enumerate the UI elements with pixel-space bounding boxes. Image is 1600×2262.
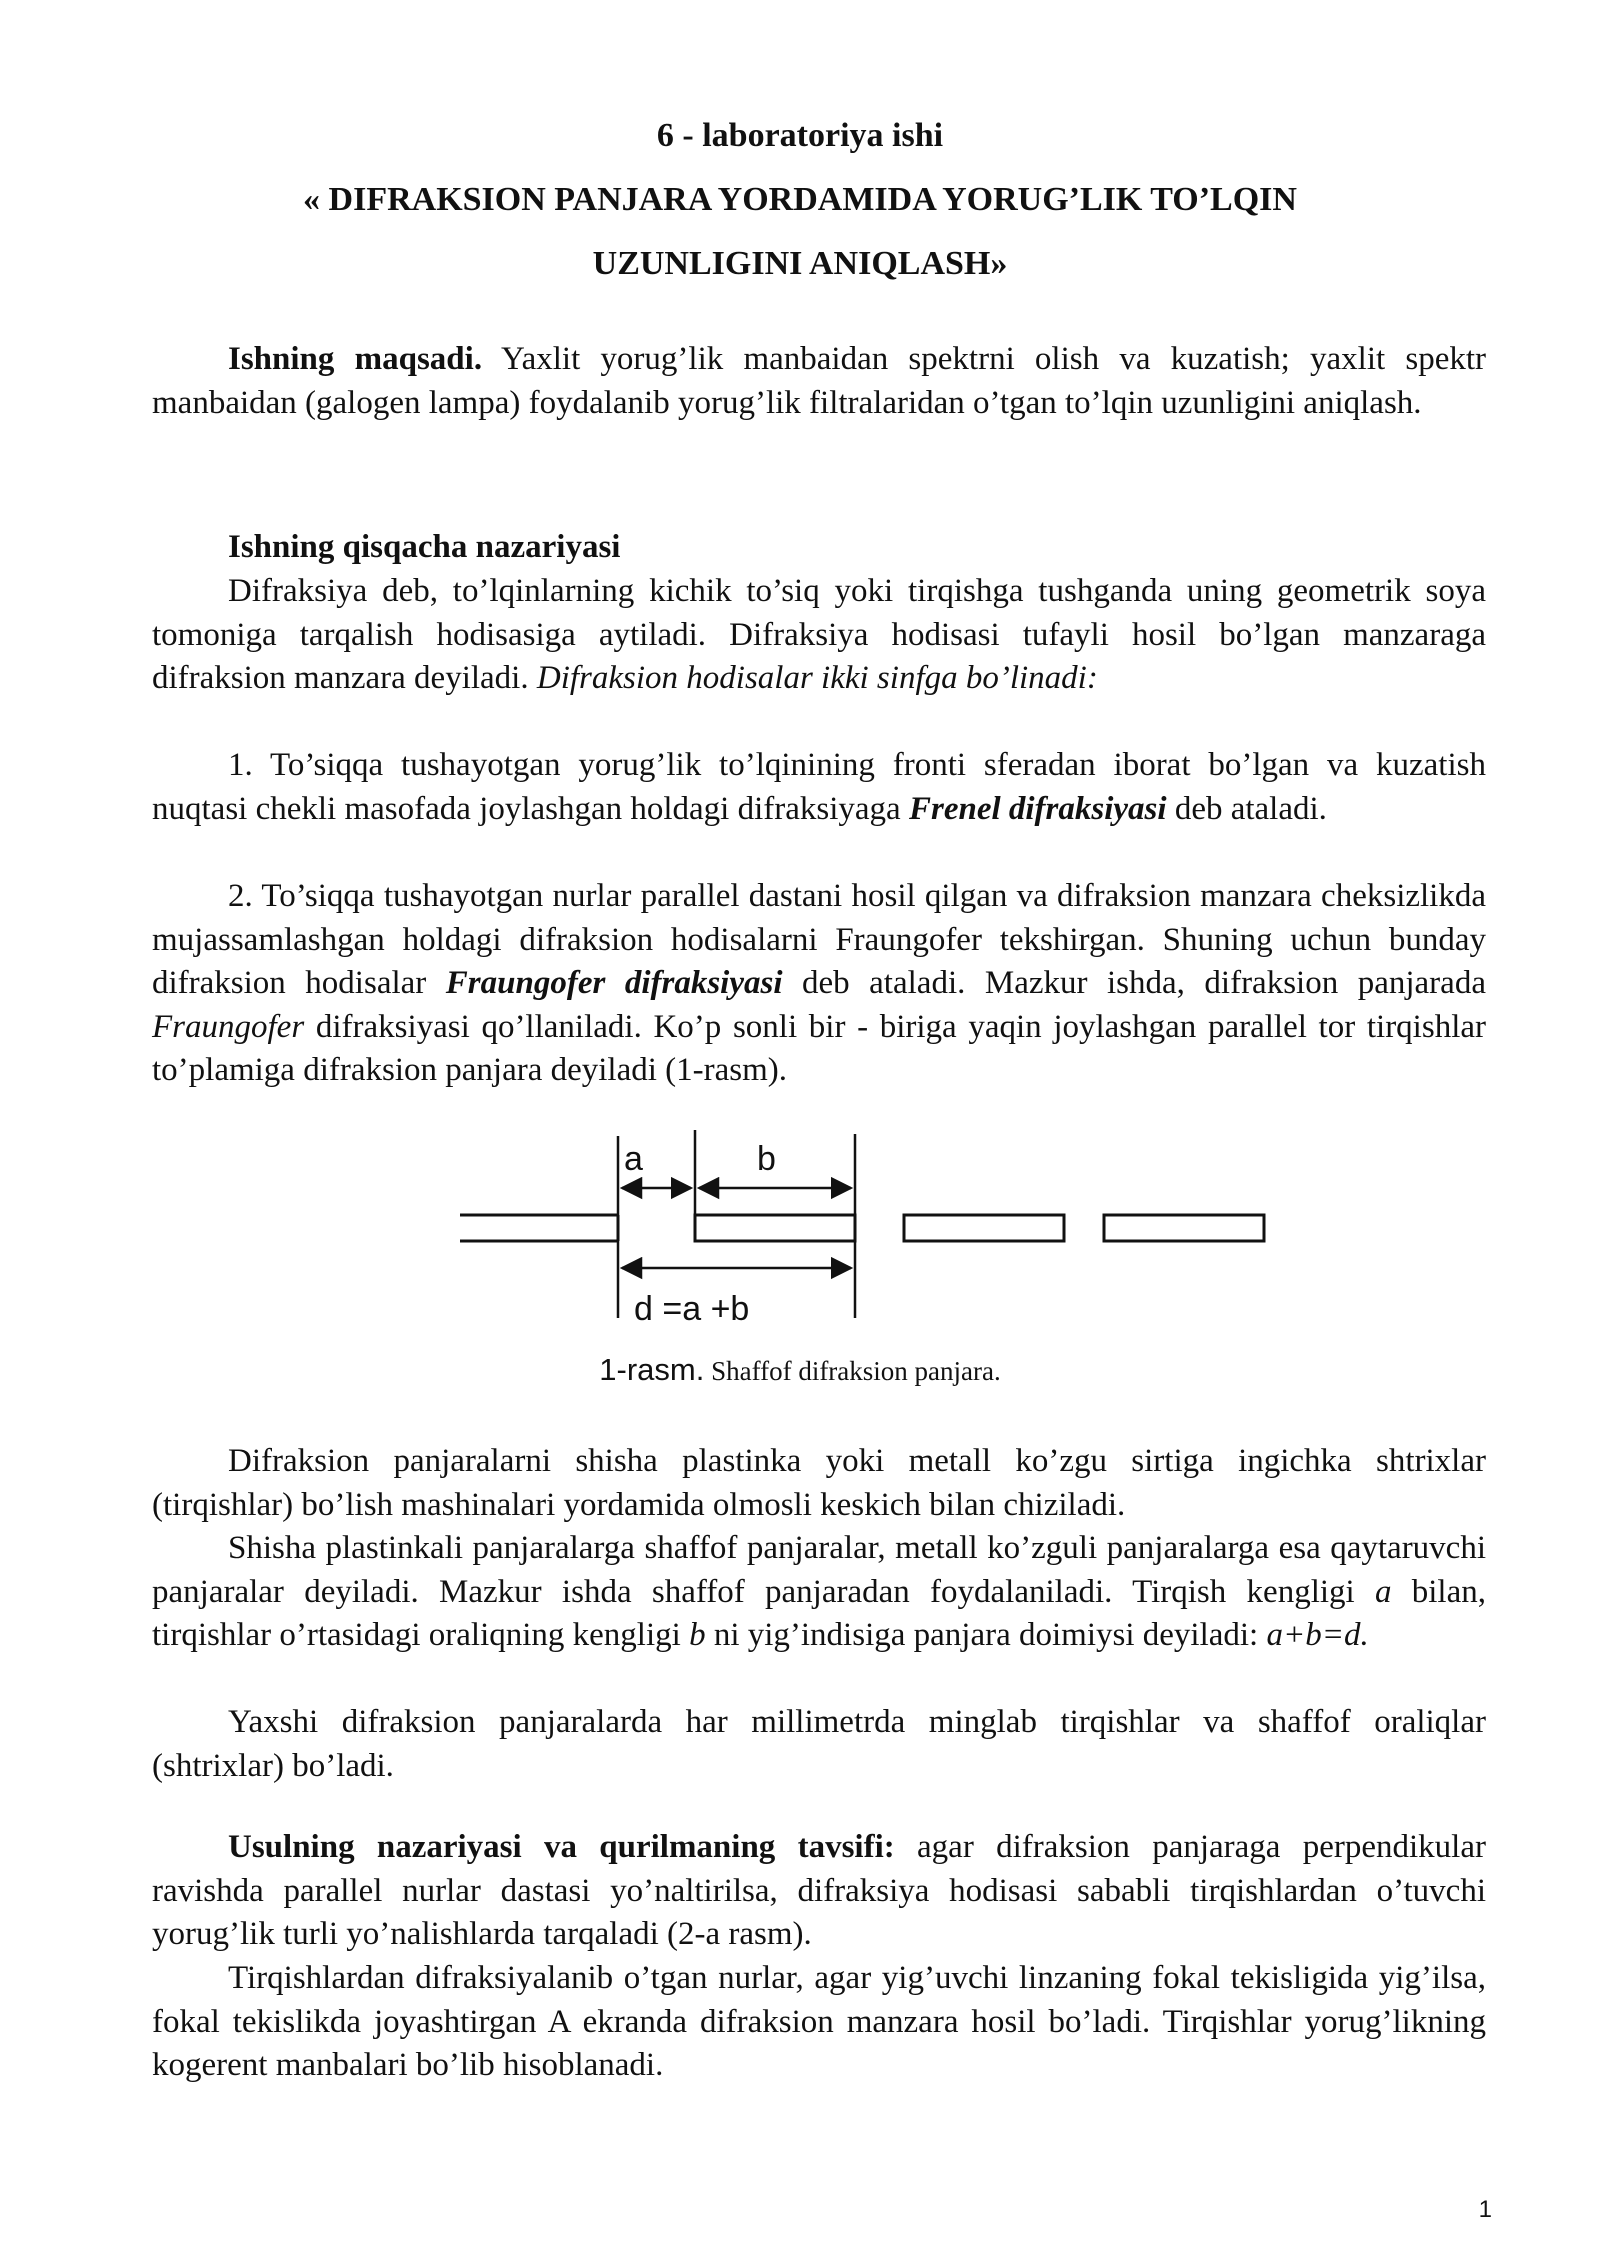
theory-p2-text: 1. To’siqqa tushayotgan yorug’lik to’lqinining fronti sferadan iborat bo’lgan va kuzatish nuqtasi chekli masofada joylashgan holdagi difraksiyaga — [152, 747, 1486, 827]
paragraph-5 — [152, 1527, 1486, 1658]
theory-p1-text: Difraksiya deb, to’lqinlarning kichik to’siq yoki tirqishga tushganda uning geometrik soya tomoniga tarqalish hodisasiga aytiladi. Difraksiya hodisasi tufayli hosil bo’lgan manzaraga difraksion manzara deyiladi. — [152, 573, 1486, 696]
fraungofer-italic: Fraungofer — [152, 1008, 305, 1045]
theory-paragraph-3 — [152, 875, 1486, 1093]
figure-caption — [0, 1352, 1600, 1388]
p6-text: Yaxshi difraksion panjaralarda har millimetrda minglab tirqishlar va shaffof oraliqlar (shtrixlar) bo’ladi. — [152, 1704, 1486, 1784]
p8-text: Tirqishlardan difraksiyalanib o’tgan nurlar, agar yig’uvchi linzaning fokal tekisligida yig’ilsa, fokal tekislikda joyashtirgan A ekranda difraksion manzara hosil bo’ladi. Tirqishlar yorug’likning kogerent manbalari bo’lib hisoblanadi. — [152, 1960, 1486, 2083]
p5-formula: a+b=d. — [1266, 1617, 1369, 1653]
paragraph-6 — [152, 1701, 1486, 1788]
title-line-1: « DIFRAKSION PANJARA YORDAMIDA YORUG’LIK TO’LQIN — [303, 181, 1297, 218]
grating-bar-3 — [904, 1215, 1064, 1241]
theory-p3-mid: deb ataladi. Mazkur ishda, difraksion panjarada — [782, 965, 1486, 1001]
p5-mid: bilan, tirqishlar o’rtasidagi oraliqning kengligi — [152, 1573, 1487, 1653]
theory-heading: Ishning qisqacha nazariyasi — [228, 529, 621, 565]
caption-lead: 1-rasm. — [599, 1352, 705, 1387]
theory-paragraph-1 — [152, 570, 1486, 701]
grating-bar-left — [460, 1215, 618, 1241]
method-text: agar difraksion panjaraga perpendikular ravishda parallel nurlar dastasi yo’naltirilsa, difraksiya hodisasi sababli tirqishlardan o’tuvchi yorug’lik turli yo’nalishlarda tarqaladi (2-a rasm). — [152, 1829, 1486, 1952]
paragraph-4 — [152, 1440, 1486, 1527]
title-line-2: UZUNLIGINI ANIQLASH» — [592, 245, 1008, 282]
label-d: d =a +b — [634, 1290, 750, 1328]
page-number: 1 — [1478, 2196, 1492, 2223]
theory-p3-text: 2. To’siqqa tushayotgan nurlar parallel dastani hosil qilgan va difraksion manzara cheksizlikda mujassamlashgan holdagi difraksion hodisalarni Fraungofer tekshirgan. Shuning uchun bunday difraksion hodisalar — [152, 878, 1486, 1001]
frenel-term: Frenel difraksiyasi — [908, 790, 1167, 827]
lab-number: 6 - laboratoriya ishi — [656, 117, 944, 154]
p5-var-b: b — [689, 1617, 706, 1653]
caption-text: Shaffof difraksion panjara. — [704, 1356, 1001, 1386]
grating-figure — [440, 1128, 1280, 1328]
p5-mid2: ni yig’indisiga panjara doimiysi deyiladi: — [705, 1617, 1267, 1653]
grating-bar-4 — [1104, 1215, 1264, 1241]
p4-text: Difraksion panjaralarni shisha plastinka yoki metall ko’zgu sirtiga ingichka shtrixlar (tirqishlar) bo’lish mashinalari yordamida olmosli keskich bilan chiziladi. — [152, 1443, 1486, 1523]
fraungofer-term: Fraungofer difraksiyasi — [445, 965, 783, 1001]
goal-text: Yaxlit yorug’lik manbaidan spektrni olish va kuzatish; yaxlit spektr manbaidan (galogen lampa) foydalanib yorug’lik filtralaridan o’tgan to’lqin uzunligini aniqlash. — [152, 341, 1486, 421]
method-label: Usulning nazariyasi va qurilmaning tavsifi: — [228, 1829, 895, 1865]
paragraph-8 — [152, 1957, 1486, 2088]
theory-p1-italic: Difraksion hodisalar ikki sinfga bo’linadi: — [536, 660, 1098, 696]
theory-paragraph-2 — [152, 744, 1486, 831]
theory-p3-after: difraksiyasi qo’llaniladi. Ko’p sonli bir - biriga yaqin joylashgan parallel tor tirqishlar to’plamiga difraksion panjara deyiladi (1-rasm). — [152, 1008, 1486, 1088]
label-a: a — [624, 1140, 643, 1178]
grating-bar-2 — [695, 1215, 855, 1241]
label-b: b — [757, 1140, 776, 1178]
goal-label: Ishning maqsadi. — [228, 341, 483, 377]
method-paragraph — [152, 1826, 1486, 1957]
p5-var-a: a — [1374, 1573, 1392, 1610]
theory-p2-after: deb ataladi. — [1166, 790, 1327, 827]
p5-text: Shisha plastinkali panjaralarga shaffof panjaralar, metall ko’zguli panjaralarga esa qaytaruvchi panjaralar deyiladi. Mazkur ishda shaffof panjaradan foydalaniladi. Tirqish kengligi — [152, 1530, 1486, 1610]
goal-paragraph — [152, 338, 1486, 425]
